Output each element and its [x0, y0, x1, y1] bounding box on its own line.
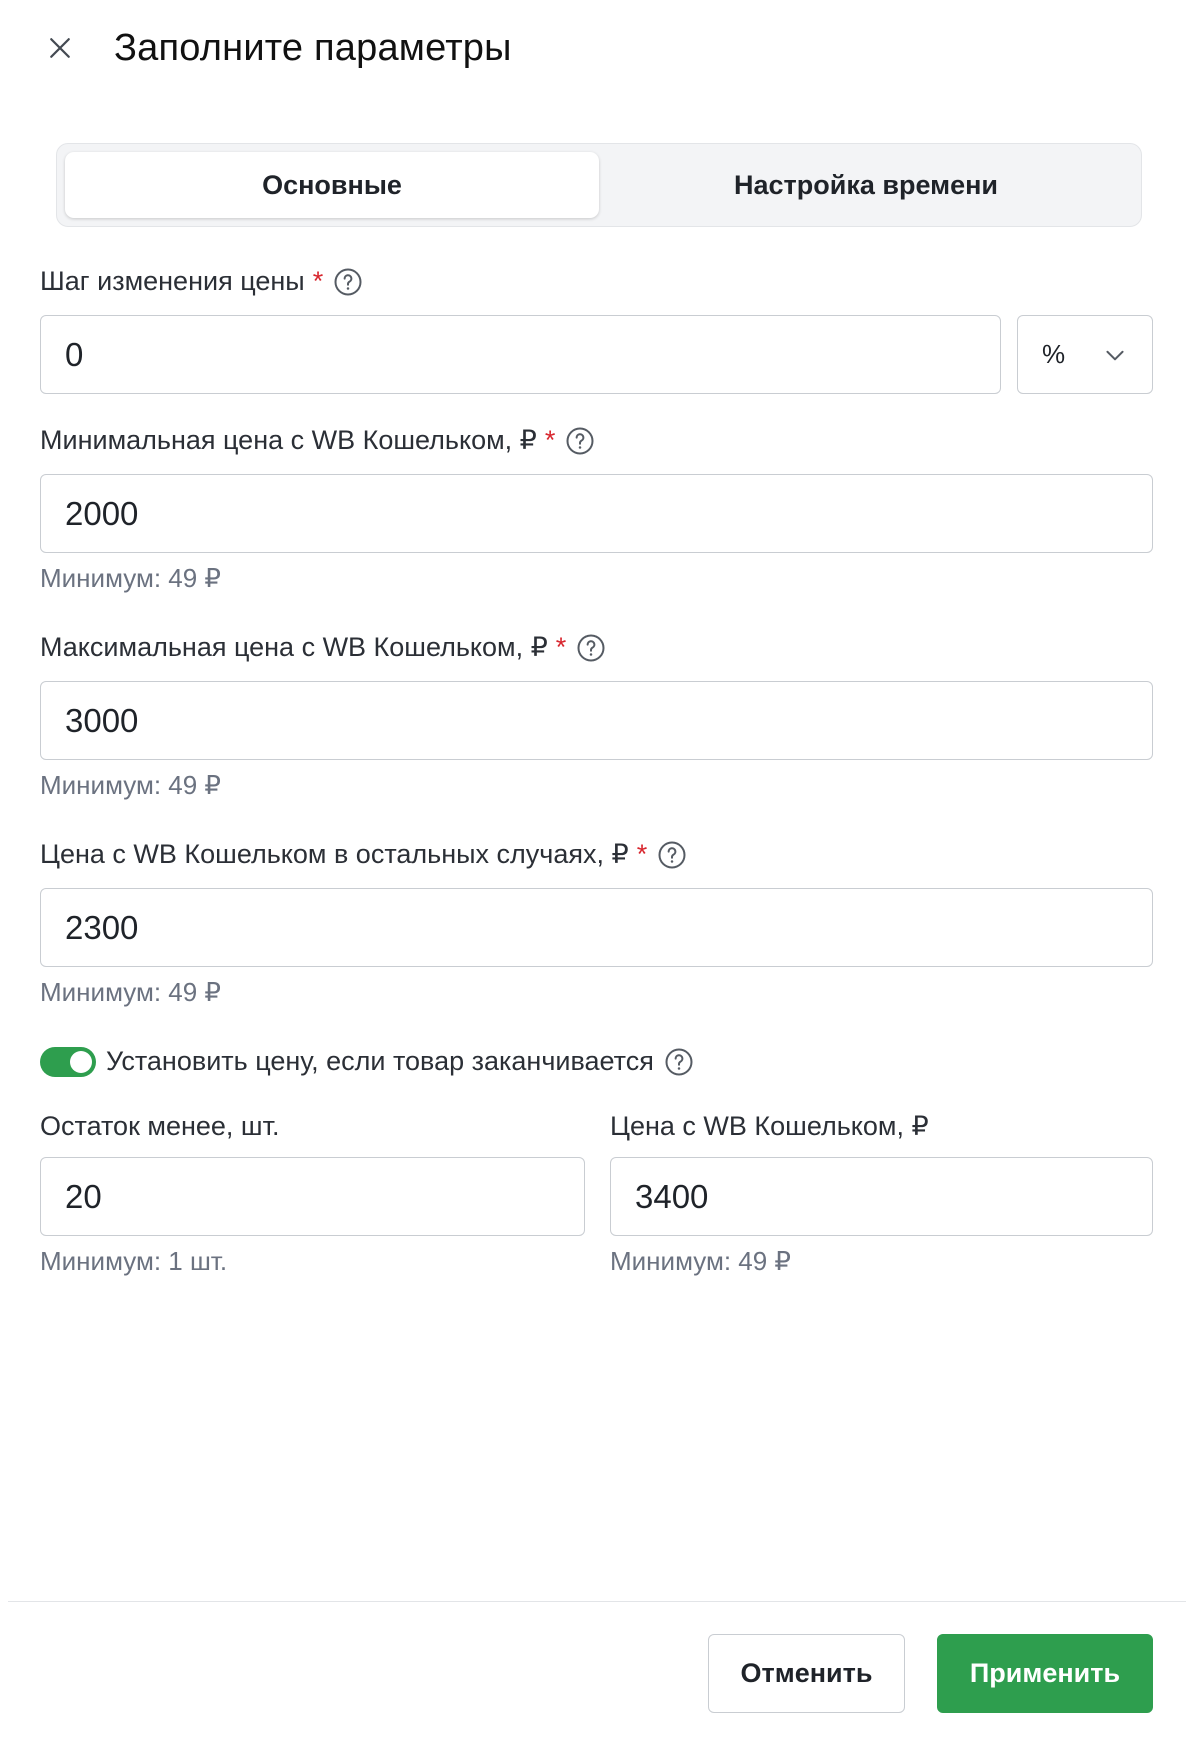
stock-input[interactable]: 20	[40, 1157, 585, 1236]
help-icon[interactable]	[333, 267, 363, 297]
tab-bar	[56, 143, 1142, 227]
required-mark: *	[555, 632, 567, 662]
low-stock-toggle-label: Установить цену, если товар заканчивается	[106, 1046, 654, 1076]
low-stock-toggle[interactable]	[40, 1047, 96, 1077]
price-step-label	[40, 266, 363, 297]
stock-label: Остаток менее, шт.	[40, 1111, 280, 1141]
max-price-label-text: Максимальная цена с WB Кошельком, ₽	[40, 632, 548, 662]
max-price-label	[40, 632, 606, 663]
min-price-hint: Минимум: 49 ₽	[40, 563, 221, 593]
min-price-input[interactable]: 2000	[40, 474, 1153, 553]
footer-divider	[8, 1601, 1186, 1602]
tab-main[interactable]: Основные	[65, 152, 599, 218]
required-mark: *	[544, 425, 556, 455]
max-price-hint: Минимум: 49 ₽	[40, 770, 221, 800]
chevron-down-icon	[1102, 342, 1128, 368]
toggle-knob	[70, 1051, 92, 1073]
apply-button[interactable]: Применить	[937, 1634, 1153, 1713]
low-stock-price-label: Цена с WB Кошельком, ₽	[610, 1111, 929, 1141]
max-price-input[interactable]: 3000	[40, 681, 1153, 760]
low-stock-toggle-row	[40, 1046, 694, 1077]
help-icon[interactable]	[664, 1047, 694, 1077]
low-stock-price-input[interactable]: 3400	[610, 1157, 1153, 1236]
low-stock-price-hint: Минимум: 49 ₽	[610, 1246, 791, 1276]
other-price-hint: Минимум: 49 ₽	[40, 977, 221, 1007]
price-step-label-text: Шаг изменения цены	[40, 266, 305, 296]
close-button[interactable]	[40, 28, 80, 68]
stock-hint: Минимум: 1 шт.	[40, 1246, 228, 1276]
other-price-label-text: Цена с WB Кошельком в остальных случаях, ₽	[40, 839, 629, 869]
other-price-input[interactable]: 2300	[40, 888, 1153, 967]
unit-select[interactable]	[1017, 315, 1153, 394]
close-icon	[45, 33, 75, 63]
page-title: Заполните параметры	[114, 26, 512, 69]
help-icon[interactable]	[576, 633, 606, 663]
other-price-label	[40, 839, 687, 870]
required-mark: *	[636, 839, 648, 869]
price-step-input[interactable]: 0	[40, 315, 1001, 394]
cancel-button[interactable]: Отменить	[708, 1634, 905, 1713]
unit-select-value: %	[1042, 339, 1066, 369]
panel-header	[40, 18, 512, 78]
min-price-label-text: Минимальная цена с WB Кошельком, ₽	[40, 425, 537, 455]
tab-time-settings[interactable]: Настройка времени	[733, 169, 998, 200]
help-icon[interactable]	[657, 840, 687, 870]
help-icon[interactable]	[565, 426, 595, 456]
required-mark: *	[312, 266, 324, 296]
min-price-label	[40, 425, 595, 456]
